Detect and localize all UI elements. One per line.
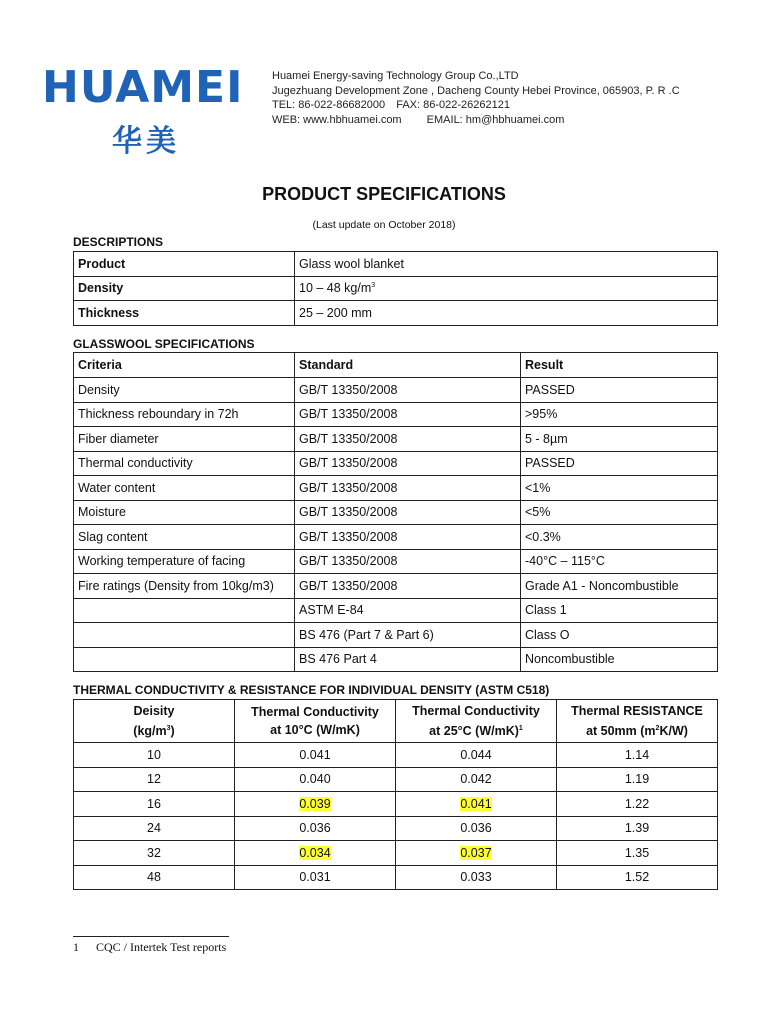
- table-row: [74, 451, 718, 476]
- glasswool-body: [74, 378, 718, 672]
- table-row: [74, 598, 718, 623]
- cell-value: 48: [147, 870, 161, 885]
- table-cell: Thermal conductivity: [74, 451, 295, 476]
- table-cell: GB/T 13350/2008: [295, 402, 521, 427]
- page-title: PRODUCT SPECIFICATIONS: [262, 184, 506, 204]
- footnote-text: CQC / Intertek Test reports: [96, 940, 227, 954]
- table-cell: Fiber diameter: [74, 427, 295, 452]
- highlighted-value: 0.039: [299, 796, 331, 811]
- cell-value: 1.39: [624, 821, 650, 836]
- cell-value: 0.033: [460, 870, 492, 885]
- table-cell: [235, 743, 396, 768]
- company-name: Huamei Energy-saving Technology Group Co.,LTD: [272, 70, 519, 82]
- table-cell: [74, 841, 235, 866]
- table-cell: [557, 792, 718, 817]
- column-header: Standard: [295, 353, 521, 378]
- table-cell: [235, 841, 396, 866]
- table-cell: [74, 767, 235, 792]
- table-row: [74, 500, 718, 525]
- cell-value: 0.036: [299, 821, 331, 836]
- table-cell: [557, 767, 718, 792]
- thermal-body: [74, 743, 718, 890]
- table-cell: [396, 865, 557, 890]
- cell-value: 1.19: [624, 772, 650, 787]
- column-header: Result: [521, 353, 718, 378]
- company-info: [272, 69, 680, 127]
- table-cell: [396, 816, 557, 841]
- cell-value: 0.042: [460, 772, 492, 787]
- table-row: [74, 574, 718, 599]
- logo-wordmark: HUAMEI: [42, 62, 244, 113]
- company-tel: TEL: 86-022-86682000: [272, 99, 386, 111]
- column-header-tc10: Thermal Conductivity at 10°C (W/mK): [235, 700, 396, 743]
- table-row: [74, 816, 718, 841]
- table-cell: >95%: [521, 402, 718, 427]
- table-cell: Fire ratings (Density from 10kg/m3): [74, 574, 295, 599]
- table-cell: [557, 865, 718, 890]
- table-row: [74, 792, 718, 817]
- table-row: [74, 647, 718, 672]
- cell-value: 0.044: [460, 747, 492, 762]
- table-cell: GB/T 13350/2008: [295, 427, 521, 452]
- cell-value: 1.22: [624, 796, 650, 811]
- table-cell: <1%: [521, 476, 718, 501]
- glasswool-heading: GLASSWOOL SPECIFICATIONS: [73, 337, 255, 351]
- table-row: [74, 767, 718, 792]
- table-cell: [235, 865, 396, 890]
- table-cell: Class 1: [521, 598, 718, 623]
- table-cell: GB/T 13350/2008: [295, 574, 521, 599]
- huamei-logo: [42, 62, 244, 159]
- table-cell: Thickness reboundary in 72h: [74, 402, 295, 427]
- glasswool-table: [73, 352, 718, 672]
- table-cell: [396, 767, 557, 792]
- table-row: [74, 252, 718, 277]
- table-cell: BS 476 (Part 7 & Part 6): [295, 623, 521, 648]
- table-cell: GB/T 13350/2008: [295, 451, 521, 476]
- table-cell: 5 - 8µm: [521, 427, 718, 452]
- table-row: [74, 865, 718, 890]
- table-cell: [74, 743, 235, 768]
- cell-value: 1.14: [624, 747, 650, 762]
- cell-value: 1.35: [624, 845, 650, 860]
- table-cell: <5%: [521, 500, 718, 525]
- thermal-table: [73, 699, 718, 890]
- table-header-row: [74, 700, 718, 743]
- table-cell: ASTM E-84: [295, 598, 521, 623]
- table-row: [74, 476, 718, 501]
- table-row: [74, 427, 718, 452]
- table-cell: Product: [74, 252, 295, 277]
- company-email: EMAIL: hm@hbhuamei.com: [426, 113, 565, 126]
- table-header-row: [74, 353, 718, 378]
- table-row: [74, 301, 718, 326]
- table-cell: [396, 743, 557, 768]
- table-cell: GB/T 13350/2008: [295, 549, 521, 574]
- column-header-tc25: Thermal Conductivity at 25°C $(W/mK)^1$: [396, 700, 557, 743]
- table-cell: -40°C – 115°C: [521, 549, 718, 574]
- page-subtitle: (Last update on October 2018): [312, 219, 456, 231]
- table-cell: Density: [74, 276, 295, 301]
- company-web: WEB: www.hbhuamei.com: [272, 113, 402, 126]
- table-cell: Moisture: [74, 500, 295, 525]
- table-cell: Glass wool blanket: [295, 252, 718, 277]
- table-cell: BS 476 Part 4: [295, 647, 521, 672]
- table-cell: [235, 767, 396, 792]
- table-cell: [74, 816, 235, 841]
- company-fax: FAX: 86-022-26262121: [396, 99, 510, 111]
- cell-value: 1.52: [624, 870, 650, 885]
- table-row: [74, 525, 718, 550]
- company-address: Jugezhuang Development Zone , Dacheng County Hebei Province, 065903, P. R .C: [272, 84, 680, 97]
- footnote-divider: [73, 936, 229, 937]
- descriptions-heading: DESCRIPTIONS: [73, 235, 164, 249]
- table-cell: Density: [74, 378, 295, 403]
- table-cell: Water content: [74, 476, 295, 501]
- density-value: 10 – 48 kg/m: [299, 281, 372, 296]
- highlighted-value: 0.034: [299, 845, 331, 860]
- table-cell: GB/T 13350/2008: [295, 378, 521, 403]
- cell-value: 0.041: [299, 747, 331, 762]
- table-row: [74, 841, 718, 866]
- table-cell: [557, 816, 718, 841]
- table-cell: [74, 598, 295, 623]
- footnote: [73, 940, 226, 955]
- table-cell: [235, 816, 396, 841]
- highlighted-value: 0.041: [460, 796, 492, 811]
- superscript: 3: [371, 282, 376, 290]
- table-cell: Class O: [521, 623, 718, 648]
- table-cell: GB/T 13350/2008: [295, 525, 521, 550]
- cell-value: 0.040: [299, 772, 331, 787]
- cell-value: 12: [147, 772, 161, 787]
- column-header: Criteria: [74, 353, 295, 378]
- table-cell: Grade A1 - Noncombustible: [521, 574, 718, 599]
- table-cell: [396, 792, 557, 817]
- table-row: [74, 549, 718, 574]
- cell-value: 32: [147, 845, 161, 860]
- table-row: [74, 402, 718, 427]
- column-header-density: Deisity $(kg/m^3)$: [74, 700, 235, 743]
- logo-chinese: 华美: [112, 124, 180, 159]
- footnote-number: 1: [73, 940, 79, 954]
- table-cell: GB/T 13350/2008: [295, 476, 521, 501]
- table-cell: [557, 743, 718, 768]
- descriptions-table: [73, 251, 718, 326]
- cell-value: 16: [147, 796, 161, 811]
- table-row: [74, 378, 718, 403]
- table-row: [74, 276, 718, 301]
- table-cell: Thickness: [74, 301, 295, 326]
- table-cell: Slag content: [74, 525, 295, 550]
- thermal-heading: THERMAL CONDUCTIVITY & RESISTANCE FOR INDIVIDUAL DENSITY (ASTM C518): [73, 683, 550, 697]
- cell-value: 24: [147, 821, 161, 836]
- table-cell: PASSED: [521, 451, 718, 476]
- highlighted-value: 0.037: [460, 845, 492, 860]
- cell-value: 0.031: [299, 870, 331, 885]
- table-cell: [74, 865, 235, 890]
- table-cell: 25 – 200 mm: [295, 301, 718, 326]
- table-cell: Noncombustible: [521, 647, 718, 672]
- table-cell: [74, 792, 235, 817]
- table-cell: [295, 276, 718, 301]
- table-cell: [74, 647, 295, 672]
- cell-value: 0.036: [460, 821, 492, 836]
- table-cell: <0.3%: [521, 525, 718, 550]
- table-row: [74, 743, 718, 768]
- table-cell: PASSED: [521, 378, 718, 403]
- cell-value: 10: [147, 747, 161, 762]
- table-cell: [557, 841, 718, 866]
- table-cell: Working temperature of facing: [74, 549, 295, 574]
- table-cell: GB/T 13350/2008: [295, 500, 521, 525]
- table-cell: [396, 841, 557, 866]
- table-row: [74, 623, 718, 648]
- column-header-resistance: Thermal RESISTANCE at 50mm $(m^2K/W)$: [557, 700, 718, 743]
- table-cell: [74, 623, 295, 648]
- table-cell: [235, 792, 396, 817]
